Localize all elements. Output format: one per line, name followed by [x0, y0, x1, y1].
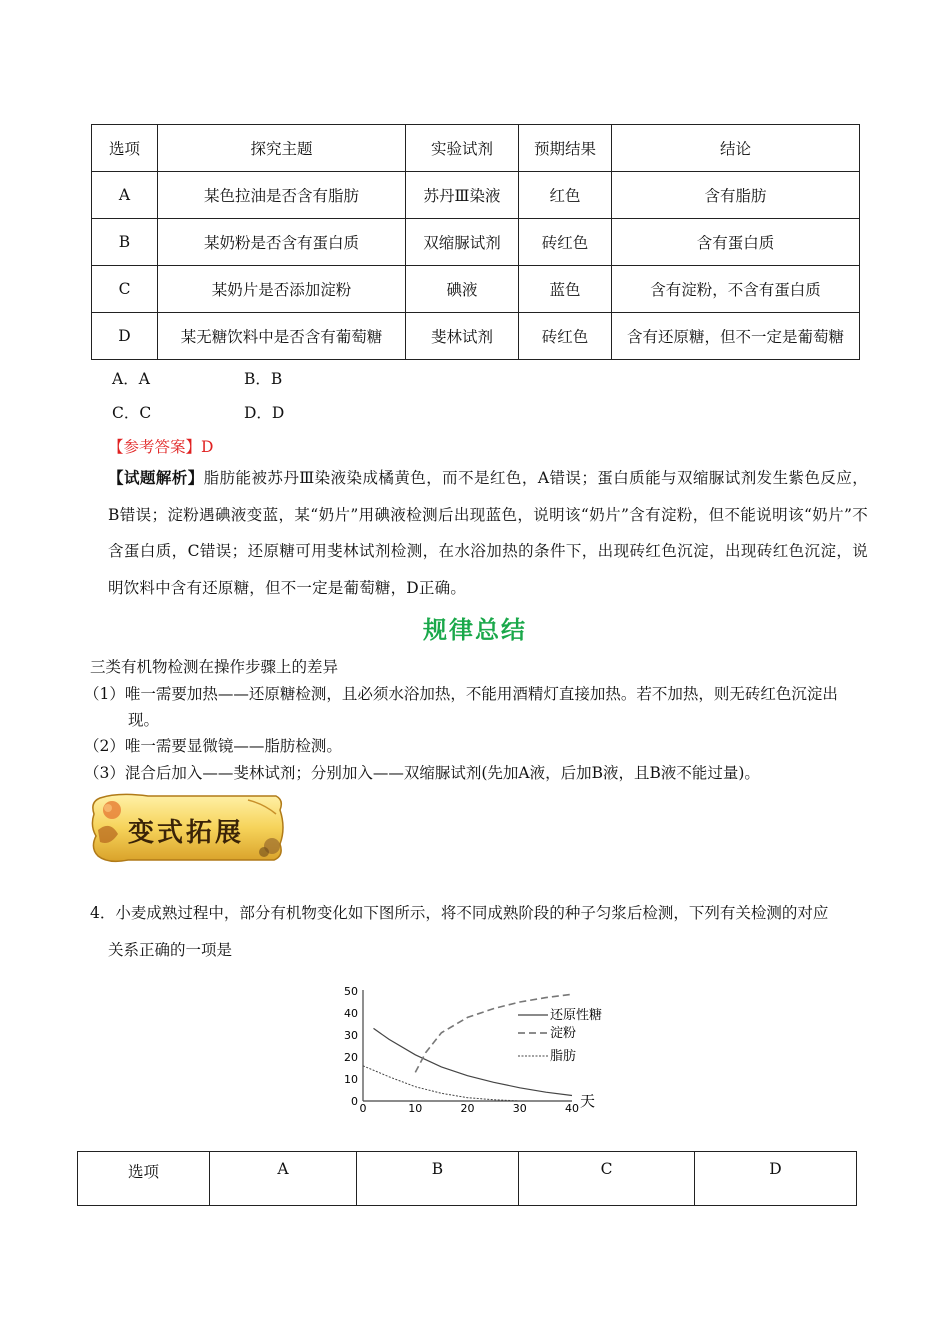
table-cell: 某无糖饮料中是否含有葡萄糖: [158, 313, 406, 360]
summary-title: 规律总结: [423, 616, 527, 644]
table-row: [92, 266, 860, 313]
header-cell: 预期结果: [519, 125, 612, 172]
analysis-paragraph: [108, 460, 868, 606]
choice-a: A．A: [112, 370, 150, 388]
x-tick-label: 10: [408, 1102, 423, 1115]
series-line-0: [374, 1028, 573, 1095]
experiment-table: [91, 124, 860, 360]
table-cell: C: [519, 1152, 695, 1206]
y-tick-label: 20: [344, 1051, 358, 1064]
y-tick-label: 10: [344, 1073, 358, 1086]
y-tick-label: 30: [344, 1029, 358, 1042]
table-cell: 含有淀粉，不含有蛋白质: [612, 266, 860, 313]
table-cell: 蓝色: [519, 266, 612, 313]
table-cell: 砖红色: [519, 219, 612, 266]
table-cell: A: [92, 172, 158, 219]
x-tick-label: 40: [565, 1102, 579, 1115]
choice-c: C．C: [112, 404, 152, 422]
maturation-chart: [330, 980, 620, 1115]
choice-b: B．B: [244, 370, 283, 388]
legend-label-fat: 脂肪: [550, 1049, 577, 1064]
table-cell: D: [695, 1152, 857, 1206]
table-cell: 含有脂肪: [612, 172, 860, 219]
option-table: [77, 1151, 857, 1206]
header-cell: 结论: [612, 125, 860, 172]
table-row: [92, 172, 860, 219]
answer-label: 【参考答案】: [108, 438, 202, 456]
table-cell: D: [92, 313, 158, 360]
header-cell: 实验试剂: [406, 125, 519, 172]
analysis-text: 脂肪能被苏丹Ⅲ染液染成橘黄色，而不是红色，A错误；蛋白质能与双缩脲试剂发生紫色反应，B错误；淀粉遇碘液变蓝，某“奶片”用碘液检测后出现蓝色，说明该“奶片”含有淀粉，但不能说明该“奶片”不含蛋白质，C错误；还原糖可用斐林试剂检测，在水浴加热的条件下，出现砖红色沉淀，出现砖红色沉淀，说明饮料中含有还原糖，但不一定是葡萄糖，D正确。: [108, 469, 868, 597]
summary-item-3: （3）混合后加入——斐林试剂；分别加入——双缩脲试剂(先加A液，后加B液，且B液不能过量)。: [84, 764, 760, 782]
table-row: [78, 1152, 857, 1206]
choice-d: D．D: [244, 404, 285, 422]
table-cell: A: [210, 1152, 357, 1206]
x-tick-label: 20: [460, 1102, 475, 1115]
table-cell: B: [357, 1152, 519, 1206]
x-unit-label: 天: [580, 1092, 596, 1110]
chart-svg: [330, 980, 620, 1115]
table-row: [92, 313, 860, 360]
table-cell: 砖红色: [519, 313, 612, 360]
reference-answer: [108, 435, 213, 457]
table-cell: B: [92, 219, 158, 266]
table-cell: 含有蛋白质: [612, 219, 860, 266]
banner-text: 变式拓展: [128, 818, 245, 848]
question-4-line-2: 关系正确的一项是: [108, 941, 233, 959]
y-tick-label: 40: [344, 1007, 358, 1020]
series-line-1: [415, 994, 572, 1072]
legend-label-sugar: 还原性糖: [550, 1008, 603, 1023]
table-cell: C: [92, 266, 158, 313]
table-cell: 碘液: [406, 266, 519, 313]
x-tick-label: 30: [512, 1102, 527, 1115]
table-cell: 某奶粉是否含有蛋白质: [158, 219, 406, 266]
answer-value: D: [201, 438, 214, 456]
table-cell: 某奶片是否添加淀粉: [158, 266, 406, 313]
table-cell: 斐林试剂: [406, 313, 519, 360]
y-tick-label: 0: [351, 1095, 358, 1108]
question-4-line-1: 4．小麦成熟过程中，部分有机物变化如下图所示，将不同成熟阶段的种子匀浆后检测，下列有关检测的对应: [90, 904, 829, 922]
table-cell: 双缩脲试剂: [406, 219, 519, 266]
table-header-row: [92, 125, 860, 172]
header-cell: 选项: [92, 125, 158, 172]
x-tick-label: 0: [359, 1102, 367, 1115]
summary-item-2: （2）唯一需要显微镜——脂肪检测。: [84, 737, 342, 755]
summary-item-1-cont: 现。: [128, 711, 160, 729]
legend-label-starch: 淀粉: [550, 1026, 577, 1041]
analysis-label: 【试题解析】: [108, 468, 204, 487]
table-cell: 含有还原糖，但不一定是葡萄糖: [612, 313, 860, 360]
variant-banner: [88, 790, 288, 865]
table-cell: 红色: [519, 172, 612, 219]
table-cell: 某色拉油是否含有脂肪: [158, 172, 406, 219]
summary-intro: 三类有机物检测在操作步骤上的差异: [90, 658, 339, 676]
summary-item-1: （1）唯一需要加热——还原糖检测，且必须水浴加热，不能用酒精灯直接加热。若不加热，则无砖红色沉淀出: [84, 685, 838, 703]
table-cell: 苏丹Ⅲ染液: [406, 172, 519, 219]
table-cell: 选项: [78, 1152, 210, 1206]
table-row: [92, 219, 860, 266]
header-cell: 探究主题: [158, 125, 406, 172]
y-tick-label: 50: [344, 985, 358, 998]
